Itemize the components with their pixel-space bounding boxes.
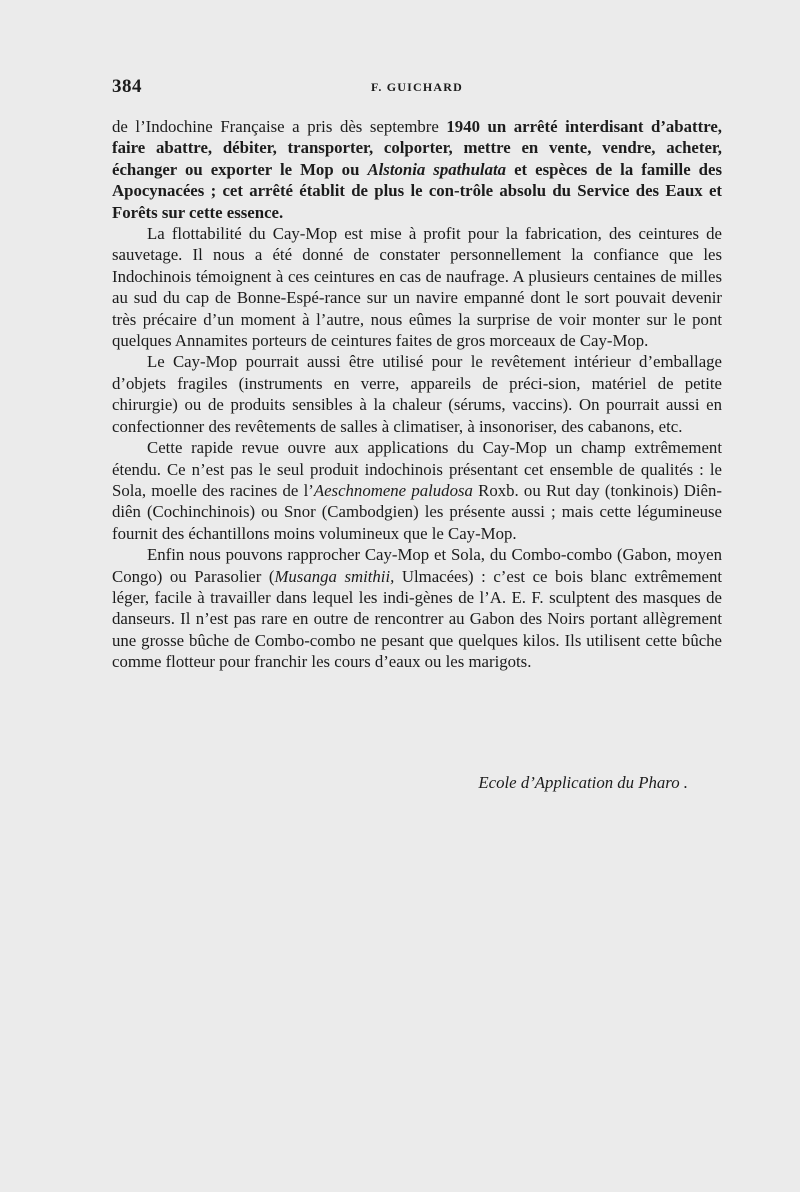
species-name-alstonia: Alstonia spathulata [367,159,507,179]
signature-affiliation: Ecole d’Application du Pharo . [478,773,688,792]
paragraph-5-text-c: Ulmacées) : c’est ce bois blanc extrêmement léger, facile à travailler dans lequel les indi-gènes de l’A. E. F. sculptent des masques de danseurs. Il n’est pas rare en outre de rencontrer au Gabon des Noirs portant allègrement une grosse bûche de Combo-combo ne pesant que quelques kilos. Ils utilisent cette bûche comme flotteur pour franchir les cours d’eaux ou les marigots. [112,566,722,672]
paragraph-1-text-a: de l’Indochine Française a pris dès septembre [112,117,447,136]
paragraph-2: La flottabilité du Cay-Mop est mise à profit pour la fabrication, des ceintures de sauvetage. Il nous a été donné de constater personnellement la confiance que les Indochinois témoignent à ces ceintures en cas de naufrage. A plusieurs centaines de milles au sud du cap de Bonne-Espé-rance sur un navire empanné dont le sort pouvait devenir très précaire d’un moment à l’autre, nous eûmes la surprise de voir monter sur le pont quelques Annamites porteurs de ceintures faites de gros morceaux de Cay-Mop. [112,224,722,351]
paragraph-4-text-a: Cette rapide revue ouvre aux applications du Cay-Mop un champ extrêmement étendu. Ce n’est pas le seul produit indochinois présentant cet ensemble de qualités : le Sola, moelle des racines de l’ [112,438,722,500]
page-header [112,76,722,100]
paragraph-5-text-a: Enfin nous pouvons rapprocher Cay-Mop et Sola, du Combo-combo (Gabon, moyen Congo) ou Parasolier ( [112,545,722,586]
paragraph-1-text-d: et espèces de la famille des Apocynacées ; cet arrêté établit de plus le con-trôle absolu du Service des Eaux et Forêts sur cette essence. [112,159,722,222]
paragraph-4-text-c: Roxb. ou Rut day (tonkinois) Diên-diên (Cochinchinois) ou Snor (Cambodgien) les présente aussi ; mais cette légumineuse fournit des échantillons moins volumineux que le Cay-Mop. [112,480,722,543]
page-number: 384 [112,76,142,97]
paragraph-5 [112,544,722,672]
paragraph-4 [112,437,722,544]
paragraph-1-text-b: 1940 un arrêté interdisant d’abattre, faire abattre, débiter, transporter, colporter, mettre en vente, vendre, acheter, échanger ou exporter le Mop ou [112,117,722,179]
paragraph-1 [112,116,722,223]
species-name-musanga: Musanga smithii, [274,566,395,586]
paragraph-3: Le Cay-Mop pourrait aussi être utilisé pour le revêtement intérieur d’emballage d’objets fragiles (instruments en verre, appareils de préci-sion, matériel de petite chirurgie) ou de produits sensibles à la chaleur (sérums, vaccins). On pourrait aussi en confectionner des revêtements de salles à climatiser, à insonoriser, des cabanons, etc. [112,352,722,436]
running-head-author: F. GUICHARD [370,80,464,94]
body-text [112,116,722,673]
species-name-aeschnomene: Aeschnomene paludosa [313,480,473,500]
